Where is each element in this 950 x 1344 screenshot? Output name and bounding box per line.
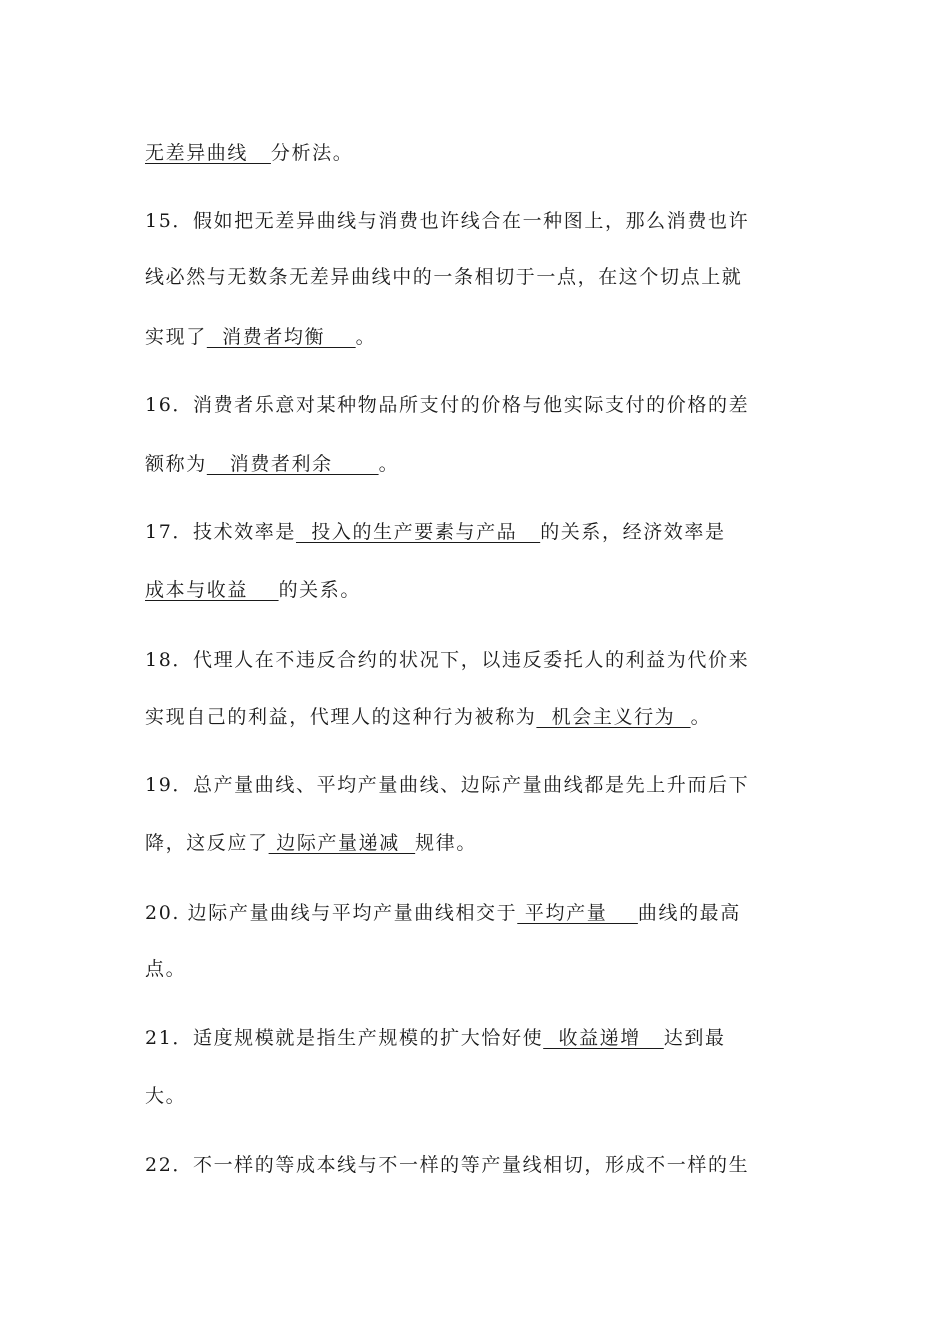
- question-21-line-2: [145, 1082, 807, 1110]
- question-18-line-1: [145, 646, 807, 674]
- text-segment: 实现了: [145, 326, 207, 348]
- question-15-line-1: [145, 207, 807, 235]
- question-17-line-1: [145, 518, 807, 546]
- question-16-line-2: [145, 450, 807, 478]
- text-segment: 21．适度规模就是指生产规模的扩大恰好使: [145, 1027, 544, 1049]
- answer-blank: 机会主义行为: [536, 706, 691, 728]
- text-segment: 达到最: [663, 1027, 726, 1049]
- text-segment: 额称为: [145, 453, 207, 475]
- text-segment: 19．总产量曲线、平均产量曲线、边际产量曲线都是先上升而后下: [145, 774, 750, 796]
- text-segment: 。: [355, 326, 377, 348]
- answer-blank: 成本与收益: [145, 579, 279, 601]
- text-segment: 线必然与无数条无差异曲线中的一条相切于一点，在这个切点上就: [145, 266, 743, 288]
- text-segment: 实现自己的利益，代理人的这种行为被称为: [145, 706, 537, 728]
- text-segment: 17．技术效率是: [145, 521, 296, 543]
- answer-blank: 无差异曲线: [145, 142, 271, 164]
- text-segment: 20. 边际产量曲线与平均产量曲线相交于: [145, 902, 518, 924]
- question-20-line-1: [145, 899, 807, 927]
- text-segment: 18．代理人在不违反合约的状况下，以违反委托人的利益为代价来: [145, 649, 750, 671]
- text-segment: 的关系，经济效率是: [540, 521, 726, 543]
- text-segment: 。: [378, 453, 400, 475]
- text-segment: 的关系。: [278, 579, 361, 601]
- question-17-line-2: [145, 576, 807, 604]
- answer-blank: 收益递增: [543, 1027, 664, 1049]
- text-segment: 曲线的最高: [637, 902, 741, 924]
- answer-blank: 投入的生产要素与产品: [295, 521, 541, 543]
- answer-blank: 边际产量递减: [268, 832, 416, 854]
- question-19-line-1: [145, 771, 807, 799]
- answer-blank: 消费者利余: [206, 453, 379, 475]
- text-segment: 15．假如把无差异曲线与消费也许线合在一种图上，那么消费也许: [145, 210, 750, 232]
- text-segment: 降，这反应了: [145, 832, 269, 854]
- text-line: [145, 139, 807, 167]
- text-segment: 22．不一样的等成本线与不一样的等产量线相切，形成不一样的生: [145, 1154, 750, 1176]
- text-segment: 大。: [145, 1085, 187, 1107]
- question-19-line-2: [145, 829, 807, 857]
- text-segment: 分析法。: [270, 142, 354, 164]
- question-18-line-2: [145, 703, 807, 731]
- question-15-line-3: [145, 323, 807, 351]
- answer-blank: 平均产量: [517, 902, 638, 924]
- question-16-line-1: [145, 391, 807, 419]
- text-segment: 。: [690, 706, 712, 728]
- text-segment: 规律。: [415, 832, 477, 854]
- question-21-line-1: [145, 1024, 807, 1052]
- question-22-line-1: [145, 1151, 807, 1179]
- text-segment: 16．消费者乐意对某种物品所支付的价格与他实际支付的价格的差: [145, 394, 750, 416]
- text-segment: 点。: [145, 958, 187, 980]
- question-15-line-2: [145, 263, 807, 291]
- question-20-line-2: [145, 955, 807, 983]
- answer-blank: 消费者均衡: [206, 326, 356, 348]
